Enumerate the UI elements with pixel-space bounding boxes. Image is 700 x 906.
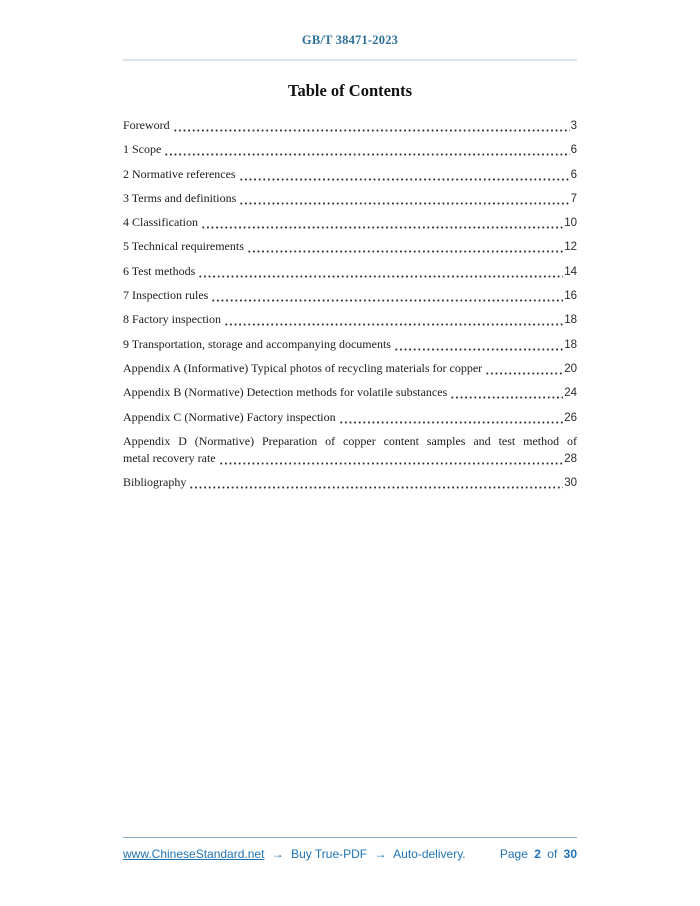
- page-total: 30: [563, 847, 577, 861]
- toc-entry-label: 1 Scope: [123, 142, 162, 157]
- toc-entry: [123, 117, 577, 135]
- toc-entry-label: 2 Normative references: [123, 166, 236, 181]
- toc-entry-page: 6: [570, 168, 577, 181]
- toc-entry: [123, 433, 577, 450]
- toc-entry-page: 28: [564, 452, 577, 465]
- toc-entry: [123, 190, 577, 208]
- footer-buy-text: Buy True-PDF: [291, 847, 368, 861]
- toc-dot-leader: [485, 372, 563, 375]
- toc-entry-label: 7 Inspection rules: [123, 288, 209, 303]
- toc-entry: [123, 360, 577, 378]
- toc-entry: [123, 450, 577, 468]
- page-indicator: [497, 847, 577, 861]
- footer-delivery-text: Auto-delivery.: [393, 847, 466, 861]
- site-link[interactable]: www.ChineseStandard.net: [123, 847, 265, 861]
- toc-dot-leader: [211, 299, 563, 302]
- toc-dot-leader: [239, 202, 569, 205]
- page-header: [123, 0, 577, 61]
- page-label: Page: [499, 847, 528, 861]
- table-of-contents: [123, 117, 577, 492]
- toc-entry: [123, 141, 577, 159]
- toc-entry-page: 26: [564, 411, 577, 424]
- toc-entry-label: Appendix D (Normative) Preparation of copper content samples and test method of: [123, 433, 577, 448]
- page-footer: [123, 837, 577, 861]
- toc-entry: [123, 384, 577, 402]
- toc-dot-leader: [394, 348, 563, 351]
- toc-dot-leader: [247, 250, 563, 253]
- toc-entry-label: Appendix C (Normative) Factory inspection: [123, 409, 336, 424]
- toc-entry: [123, 263, 577, 281]
- toc-entry: [123, 287, 577, 305]
- toc-entry-page: 12: [564, 241, 577, 254]
- toc-entry-label: Bibliography: [123, 475, 187, 490]
- toc-entry-label: 4 Classification: [123, 215, 198, 230]
- toc-entry: [123, 336, 577, 354]
- toc-entry-page: 30: [564, 477, 577, 490]
- toc-dot-leader: [164, 153, 569, 156]
- toc-entry-label: Appendix B (Normative) Detection methods for volatile substances: [123, 385, 448, 400]
- toc-entry-page: 18: [564, 338, 577, 351]
- toc-entry-label: 3 Terms and definitions: [123, 190, 237, 205]
- toc-entry-page: 16: [564, 290, 577, 303]
- of-label: of: [547, 847, 558, 861]
- toc-entry-page: 3: [570, 120, 577, 132]
- page-current: 2: [534, 847, 541, 861]
- toc-entry-page: 18: [564, 314, 577, 327]
- toc-dot-leader: [189, 486, 563, 489]
- toc-entry-page: 10: [564, 217, 577, 230]
- toc-entry: [123, 311, 577, 329]
- toc-dot-leader: [339, 421, 564, 424]
- toc-entry: [123, 238, 577, 256]
- toc-entry-label: 6 Test methods: [123, 263, 196, 278]
- standard-number: GB/T 38471-2023: [301, 33, 399, 47]
- toc-entry-label: 9 Transportation, storage and accompanying documents: [123, 336, 391, 351]
- footer-branding: [123, 847, 466, 861]
- toc-entry-label: Appendix A (Informative) Typical photos of recycling materials for copper: [123, 360, 483, 375]
- toc-entry-label: 8 Factory inspection: [123, 312, 221, 327]
- toc-dot-leader: [450, 396, 563, 399]
- toc-entry: [123, 214, 577, 232]
- toc-dot-leader: [173, 129, 570, 132]
- toc-entry-label: Foreword: [123, 118, 170, 132]
- toc-entry-page: 20: [564, 362, 577, 375]
- toc-entry-page: 24: [564, 387, 577, 400]
- toc-dot-leader: [219, 462, 564, 465]
- toc-entry-label: metal recovery rate: [123, 450, 216, 465]
- header-divider: [123, 59, 577, 61]
- toc-entry: [123, 474, 577, 492]
- arrow-right-icon: →: [374, 847, 387, 861]
- toc-entry-label: 5 Technical requirements: [123, 239, 244, 254]
- toc-entry: [123, 409, 577, 427]
- toc-dot-leader: [198, 275, 563, 278]
- toc-dot-leader: [201, 226, 563, 229]
- toc-dot-leader: [239, 178, 570, 181]
- toc-dot-leader: [224, 323, 563, 326]
- toc-entry-page: 6: [570, 144, 577, 157]
- arrow-right-icon: →: [271, 847, 284, 861]
- page-title: Table of Contents: [287, 81, 413, 100]
- toc-entry: [123, 166, 577, 184]
- toc-entry-page: 7: [570, 192, 577, 205]
- toc-entry-page: 14: [564, 265, 577, 278]
